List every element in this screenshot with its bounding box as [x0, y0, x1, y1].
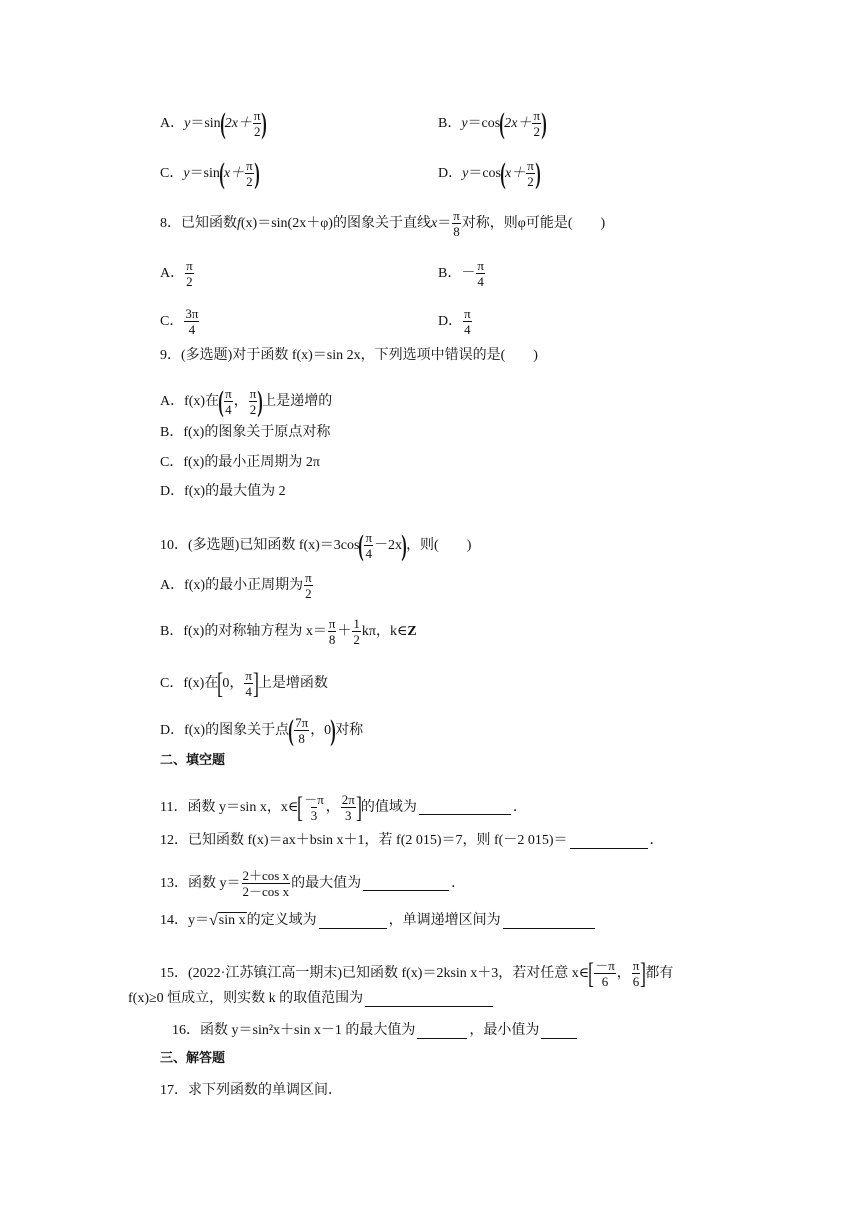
frac-num: π	[453, 208, 460, 223]
frac-num: π	[186, 258, 193, 273]
func-name: ＝cos	[468, 165, 502, 181]
answer-blank[interactable]	[570, 834, 648, 849]
q8-option-c	[160, 306, 200, 337]
fraction	[532, 108, 541, 139]
interval: [ $\frac{-\pi}{3}$ ， $\frac{2\pi}{3}$ ]	[297, 790, 362, 824]
inner-expr: 2x＋	[504, 115, 532, 131]
option-label: D．	[438, 165, 463, 181]
frac-num: π	[365, 530, 373, 545]
q8-option-a	[160, 258, 195, 289]
frac-den: 2	[253, 124, 261, 139]
frac-num: π	[245, 668, 252, 683]
radical-sign: √	[209, 912, 218, 929]
frac-den: 2	[527, 174, 534, 189]
frac-den: 6	[601, 974, 609, 989]
q10-c-post: 上是增函数	[257, 675, 328, 691]
frac-den: 2	[353, 632, 360, 647]
frac-den: 2	[305, 586, 312, 601]
plus: ＋	[337, 623, 352, 639]
var-y: y	[461, 115, 468, 131]
frac-den: 3	[345, 808, 352, 823]
frac-num: π	[249, 386, 257, 401]
q10-stem-part: ，则( )	[406, 537, 472, 553]
q7-option-c	[160, 158, 259, 189]
point-y: ，0	[310, 722, 332, 738]
frac-den: 6	[632, 974, 640, 989]
period: ．	[451, 875, 466, 891]
answer-blank[interactable]	[417, 1024, 467, 1039]
answer-blank[interactable]	[319, 914, 387, 929]
interval: ( $\frac{\pi}{4}$ ， $\frac{\pi}{2}$ )	[218, 384, 264, 418]
integer-set-z: Z	[407, 623, 417, 639]
q15-line2	[128, 990, 495, 1008]
q7-option-d	[438, 158, 540, 189]
period: ．	[649, 833, 664, 848]
fraction	[249, 386, 258, 417]
q14-mid: 的定义域为	[246, 913, 317, 928]
func-name: ＝sin	[189, 165, 220, 181]
q10-stem	[160, 530, 471, 561]
frac-num: 2π	[341, 792, 355, 807]
q8-stem	[160, 208, 605, 239]
fraction	[352, 616, 361, 647]
fraction	[303, 792, 325, 823]
fraction	[594, 958, 616, 989]
fraction	[476, 258, 485, 289]
q16	[172, 1022, 579, 1040]
paren-expr: ( 2x＋ $\frac{\pi}{2}$ )	[219, 106, 268, 140]
frac-num: －π	[304, 792, 324, 807]
inner-expr: x＋	[505, 165, 526, 181]
frac-den: 2	[249, 402, 257, 417]
q10-option-a	[160, 570, 314, 601]
frac-den: 2	[246, 174, 253, 189]
frac-den: 8	[328, 632, 336, 647]
point: ( $\frac{7\pi}{8}$ ，0 )	[288, 713, 336, 747]
fraction	[185, 258, 194, 289]
frac-den: 2	[186, 274, 193, 289]
radicand: sin x	[218, 913, 246, 928]
frac-num: π	[305, 570, 312, 585]
q16-mid: ，最小值为	[469, 1023, 540, 1038]
paren-expr: ( x＋ $\frac{\pi}{2}$ )	[219, 156, 260, 190]
q16-pre: 16．函数 y＝sin²x＋sin x－1 的最大值为	[172, 1023, 416, 1038]
option-label: B．	[438, 115, 462, 131]
q10-a-pre: A．f(x)的最小正周期为	[160, 577, 304, 593]
frac-num: π	[477, 258, 484, 273]
q15-pre: 15．(2022·江苏镇江高一期末)已知函数 f(x)＝2ksin x＋3，若对任意 x∈	[160, 965, 590, 981]
frac-num: π	[253, 108, 261, 123]
q8-stem-part: 对称，则φ可能是( )	[461, 215, 606, 231]
q9-a-pre: A．f(x)在	[160, 393, 220, 409]
q10-d-post: 对称	[335, 722, 364, 738]
q15-line1	[160, 958, 673, 989]
answer-blank[interactable]	[365, 992, 493, 1007]
answer-blank[interactable]	[363, 876, 449, 891]
frac-num: 2＋cos x	[242, 868, 290, 883]
q10-b-pre: B．f(x)的对称轴方程为 x＝	[160, 623, 327, 639]
fraction	[526, 158, 535, 189]
fraction	[304, 570, 313, 601]
fraction	[245, 158, 254, 189]
answer-blank[interactable]	[419, 800, 511, 815]
interval: [ $\frac{-\pi}{6}$ ， $\frac{\pi}{6}$ ]	[588, 956, 647, 990]
q8-var-x: x	[430, 215, 438, 231]
option-label: B．	[438, 265, 462, 281]
paren-expr: ( $\frac{\pi}{4}$ －2x )	[358, 528, 407, 562]
q11	[160, 792, 527, 823]
q9-stem: 9．(多选题)对于函数 f(x)＝sin 2x，下列选项中错误的是( )	[160, 348, 538, 363]
paren-expr: ( 2x＋ $\frac{\pi}{2}$ )	[499, 106, 547, 140]
q8-eq: ＝	[437, 215, 452, 231]
frac-den: 4	[365, 546, 373, 561]
q9-option-a	[160, 386, 332, 417]
func-name: ＝sin	[190, 115, 221, 131]
option-label: A．	[160, 265, 185, 281]
q10-c-pre: C．f(x)在	[160, 675, 219, 691]
frac-den: 4	[477, 274, 484, 289]
frac-num: π	[246, 158, 253, 173]
q14-mid2: ，单调递增区间为	[388, 913, 501, 928]
frac-den: 2－cos x	[242, 884, 290, 899]
q7-option-b	[438, 108, 546, 139]
sign: －	[461, 265, 476, 281]
q11-pre: 11．函数 y＝sin x，x∈	[160, 799, 299, 815]
fraction	[463, 306, 472, 337]
fraction	[364, 530, 373, 561]
frac-den: 8	[453, 224, 460, 239]
section-answer-heading: 三、解答题	[160, 1051, 226, 1066]
q10-option-c	[160, 668, 328, 699]
q9-option-d: D．f(x)的最大值为 2	[160, 484, 286, 499]
option-label: C．	[160, 313, 184, 329]
fraction	[328, 616, 337, 647]
fraction	[253, 108, 262, 139]
square-root	[209, 912, 247, 930]
inner-expr: 2x＋	[224, 115, 252, 131]
q14-pre: 14．y＝	[160, 913, 209, 928]
func-name: ＝cos	[467, 115, 501, 131]
q9-option-c: C．f(x)的最小正周期为 2π	[160, 455, 320, 470]
q8-option-d	[438, 306, 473, 337]
frac-den: 3	[310, 808, 318, 823]
q15-post: 都有	[645, 965, 674, 981]
frac-den: 8	[298, 731, 305, 746]
fraction	[244, 668, 253, 699]
q14	[160, 912, 597, 930]
frac-num: 3π	[185, 306, 199, 321]
period: ．	[512, 799, 527, 815]
frac-den: 4	[188, 322, 196, 337]
q9-a-post: 上是递增的	[262, 393, 333, 409]
q17: 17．求下列函数的单调区间．	[160, 1083, 342, 1098]
paren-expr: ( x＋ $\frac{\pi}{2}$ )	[500, 156, 541, 190]
q13	[160, 868, 465, 899]
fraction	[294, 715, 309, 746]
q8-func-f: f	[237, 215, 241, 231]
fraction	[341, 792, 356, 823]
frac-den: 4	[245, 684, 252, 699]
inner-expr: x＋	[223, 165, 245, 181]
q8-stem-part: (x)＝sin(2x＋φ)的图象关于直线	[240, 215, 431, 231]
q9-option-b: B．f(x)的图象关于原点对称	[160, 425, 331, 440]
fraction	[224, 386, 233, 417]
frac-num: π	[632, 958, 640, 973]
frac-den: 4	[225, 402, 232, 417]
fraction	[184, 306, 199, 337]
frac-num: π	[527, 158, 534, 173]
frac-num: π	[225, 386, 232, 401]
inner-expr: －2x	[374, 537, 403, 553]
fraction	[452, 208, 461, 239]
q15-line2-text: f(x)≥0 恒成立，则实数 k 的取值范围为	[128, 991, 364, 1006]
interval-start: 0，	[222, 675, 244, 691]
answer-blank[interactable]	[503, 914, 595, 929]
frac-num: π	[328, 616, 336, 631]
option-label: A．	[160, 115, 185, 131]
q12	[160, 832, 664, 850]
frac-num: π	[533, 108, 541, 123]
q10-d-pre: D．f(x)的图象关于点	[160, 722, 290, 738]
q10-stem-part: 10．(多选题)已知函数 f(x)＝3cos	[160, 537, 360, 553]
q13-post: 的最大值为	[291, 875, 362, 891]
frac-den: 2	[533, 124, 540, 139]
option-label: D．	[438, 313, 463, 329]
q11-post: 的值域为	[360, 799, 417, 815]
q8-stem-part: 8．已知函数	[160, 215, 237, 231]
frac-den: 4	[464, 322, 471, 337]
q13-pre: 13．函数 y＝	[160, 875, 241, 891]
frac-num: 7π	[295, 715, 309, 730]
q7-option-a	[160, 108, 266, 139]
q8-option-b	[438, 258, 486, 289]
var-y: y	[183, 165, 190, 181]
interval: [ 0， $\frac{\pi}{4}$ ]	[217, 666, 259, 700]
frac-num: 1	[353, 616, 360, 631]
q12-text: 12．已知函数 f(x)＝ax＋bsin x＋1，若 f(2 015)＝7，则 f(－2 015)＝	[160, 833, 568, 848]
frac-num: π	[464, 306, 471, 321]
q10-option-b	[160, 616, 417, 647]
frac-num: －π	[595, 958, 615, 973]
fraction	[242, 868, 291, 899]
option-label: C．	[160, 165, 184, 181]
section-fill-in-heading: 二、填空题	[160, 753, 226, 768]
q10-option-d	[160, 715, 363, 746]
answer-blank[interactable]	[541, 1024, 577, 1039]
var-y: y	[184, 115, 191, 131]
q10-b-post: kπ，k∈	[361, 623, 408, 639]
var-y: y	[462, 165, 469, 181]
